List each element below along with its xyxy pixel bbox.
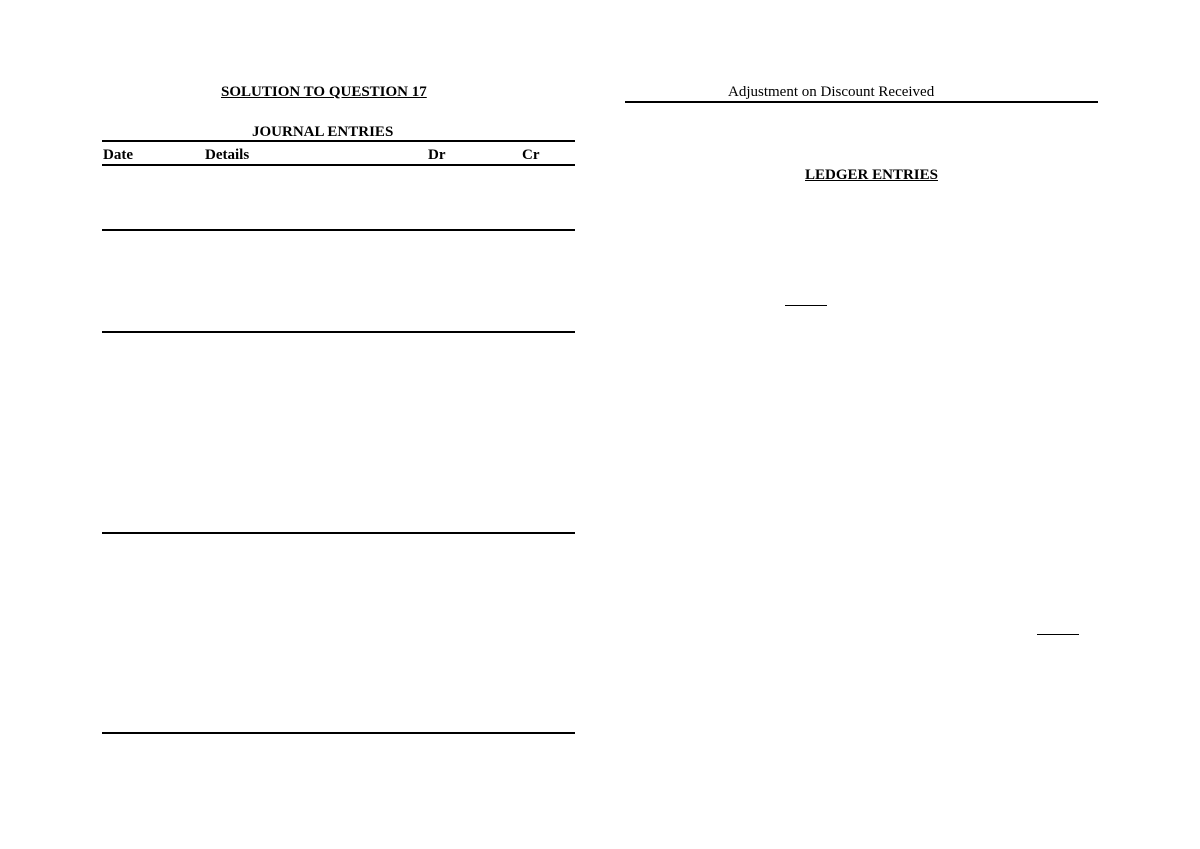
adjustment-title: Adjustment on Discount Received (728, 84, 935, 100)
header-cr: Cr (522, 147, 540, 163)
header-details: Details (205, 147, 250, 163)
ledger-title: LEDGER ENTRIES (805, 167, 938, 183)
page-title: SOLUTION TO QUESTION 17 (221, 84, 427, 100)
debit-rule (785, 305, 827, 306)
journal-title: JOURNAL ENTRIES (252, 124, 394, 140)
header-dr: Dr (428, 147, 446, 163)
header-date: Date (103, 147, 133, 163)
credit-rule (1037, 634, 1079, 635)
